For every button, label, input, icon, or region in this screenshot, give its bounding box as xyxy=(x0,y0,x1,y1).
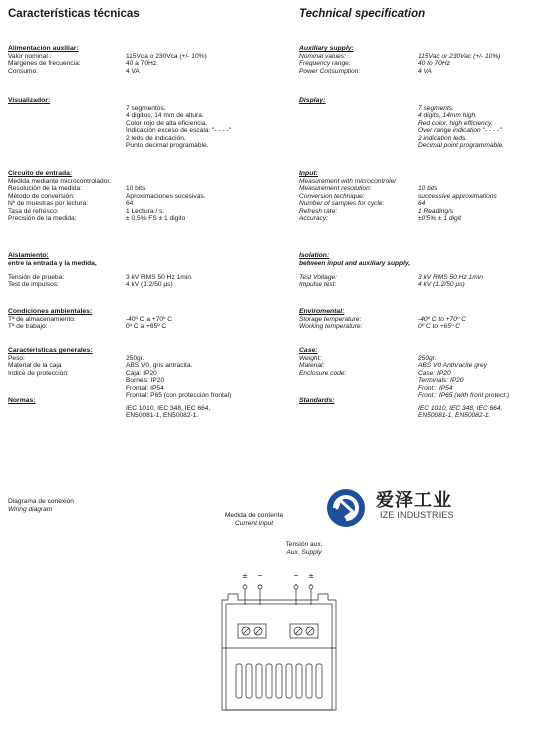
spec-value: Frontal: P65 (con protección frontal) xyxy=(126,392,232,399)
spec-label: Nº de muestras por lectura: xyxy=(8,200,89,208)
section-heading: Normas: xyxy=(8,397,36,404)
spec-value: Punto decimal programable. xyxy=(126,142,209,149)
spec-label: Measurement resolution: xyxy=(299,185,372,193)
diagram-title-en: Wiring diagram xyxy=(8,506,53,513)
spec-label: Enclosure code: xyxy=(299,369,347,377)
spec-value: Bornes: IP20 xyxy=(126,377,165,385)
section-heading: Aislamiento: xyxy=(8,252,49,259)
spec-label: Material de la caja xyxy=(8,362,62,370)
spec-value: Over range indication "- - - -" xyxy=(418,127,502,135)
ize-logo xyxy=(320,484,480,534)
spec-value: IEC 1010, IEC 348, IEC 664, xyxy=(418,405,503,412)
spec-label: Working temperature: xyxy=(299,323,363,331)
spec-value: 10 bits xyxy=(418,185,438,193)
aux-supply-label-es: Tensión aux. xyxy=(285,541,323,548)
section-heading: Case: xyxy=(299,347,318,354)
spec-value: 4 digitos, 14 mm de altura. xyxy=(126,112,204,120)
spec-value: 4 kV (1.2/50 µs) xyxy=(418,281,465,289)
spec-value: ABS V0 Anthracite grey xyxy=(418,362,488,370)
spec-label: Tasa de refresco: xyxy=(8,207,59,215)
spec-value: Case: IP20 xyxy=(418,369,451,377)
spec-value: 0º C a +65º C xyxy=(126,323,167,331)
logo-chinese-text: 爱泽工业 xyxy=(376,490,452,510)
current-input-label-es: Medida de corriente xyxy=(224,512,284,519)
spec-label: Medida mediante microcontrolador. xyxy=(8,178,111,185)
spec-value: Color rojo de alta eficiencia. xyxy=(126,119,208,127)
section-heading: Auxiliary supply: xyxy=(299,45,354,52)
spec-label: Power Consumption: xyxy=(299,67,361,75)
svg-text:±: ± xyxy=(308,572,314,580)
spec-value: 4 VA xyxy=(126,67,140,75)
spec-label: Conversion technique: xyxy=(299,192,365,200)
spec-value: EN50081-1, EN50082-1. xyxy=(126,412,199,420)
spec-label: Material: xyxy=(299,362,325,370)
spec-value: 1 Lectura / s. xyxy=(126,207,165,215)
section-subheading: between input and auxiliary supply, xyxy=(299,260,411,267)
logo-mark-icon xyxy=(326,488,366,528)
section-heading: Input: xyxy=(299,170,318,177)
spec-value: 115Vca o 230Vca (+/- 10%) xyxy=(126,53,207,60)
svg-text:~: ~ xyxy=(257,572,263,580)
spec-label: Peso: xyxy=(8,355,25,362)
spec-value: Frontal: IP54 xyxy=(126,384,164,392)
section-heading: Enviromental: xyxy=(299,308,345,315)
section-subheading: entre la entrada y la medida, xyxy=(8,260,97,267)
spec-value: Decimal point programmable. xyxy=(418,142,505,149)
svg-text:±: ± xyxy=(242,572,248,580)
spec-value: Indicación exceso de escala: "- - - -" xyxy=(126,127,232,135)
spec-label: Método de conversión: xyxy=(8,192,75,200)
spec-value: 10 bits xyxy=(126,185,146,193)
spec-value: ±0'5% ± 1 digit xyxy=(418,215,461,222)
spec-value: -40º C a +70º C xyxy=(126,316,173,323)
spec-value: 7 segments. xyxy=(418,105,454,112)
spec-label: Nominal values: xyxy=(299,53,346,60)
section-heading: Standards: xyxy=(299,397,335,404)
spec-value: Front:: IP54 xyxy=(418,384,453,392)
spec-label: Refresh rate: xyxy=(299,207,338,215)
aux-supply-label-en: Aux. Supply xyxy=(286,549,322,556)
spec-value: 2 leds de indicación. xyxy=(126,134,186,142)
spec-label: Accuracy: xyxy=(299,215,328,222)
section-heading: Circuito de entrada: xyxy=(8,170,73,177)
spanish-title: Características técnicas xyxy=(8,8,140,20)
spec-value: EN50081-1, EN50082-1. xyxy=(418,412,491,420)
spec-label: Impulse test: xyxy=(299,281,337,289)
spec-label: Number of samples for cycle: xyxy=(299,200,385,208)
section-heading: Visualizador: xyxy=(8,97,51,104)
wiring-diagram xyxy=(210,560,350,715)
spec-label: Tª de almacenamiento: xyxy=(8,316,76,323)
section-heading: Condiciones ambientales: xyxy=(8,308,93,315)
spec-value: 115Vac or 230Vac (+/- 10%) xyxy=(418,53,501,60)
spec-label: Margenes de frecuencia: xyxy=(8,60,81,68)
spec-value: ABS V0, gris antracita. xyxy=(126,362,193,370)
spec-value: 250gr. xyxy=(418,355,437,362)
spec-label: Indice de protección: xyxy=(8,369,69,377)
spec-value: Front:: IP65 (with front protect.) xyxy=(418,392,510,399)
spec-value: 40 to 70Hz xyxy=(418,60,450,68)
section-heading: Display: xyxy=(299,97,326,104)
section-heading: Caracteristicas generales: xyxy=(8,347,93,354)
spec-value: 3 kV RMS 50 Hz 1min. xyxy=(126,274,193,281)
spec-label: Measurement with microcontroler xyxy=(299,178,397,185)
spec-value: -40º C to +70º C xyxy=(418,316,466,323)
logo-english-text: IZE INDUSTRIES xyxy=(380,510,454,520)
spec-value: Aproximaciones sucesivas. xyxy=(126,192,206,200)
diagram-title-es: Diagrama de conexión xyxy=(8,498,74,505)
spec-label: Test de impulsos: xyxy=(8,281,59,289)
spec-value: 4 VA xyxy=(418,67,432,75)
section-heading: Isolation: xyxy=(299,252,330,259)
current-input-label-en: Current input xyxy=(234,520,274,527)
spec-value: Caja: IP20 xyxy=(126,369,157,377)
spec-value: ± 0,5% FS ± 1 digito xyxy=(126,215,186,222)
spec-value: 0º C to +65º C xyxy=(418,323,461,331)
spec-label: Consumo: xyxy=(8,67,39,75)
spec-label: Storage temperature: xyxy=(299,316,362,323)
spec-value: Terminals: IP20 xyxy=(418,377,464,385)
english-title: Technical specification xyxy=(299,8,426,20)
spec-label: Tª de trabajo: xyxy=(8,323,48,331)
section-heading: Alimentación auxiliar: xyxy=(8,45,79,52)
spec-label: Frequency range: xyxy=(299,60,351,68)
spec-value: 64 xyxy=(126,200,134,208)
spec-value: 3 kV RMS 50 Hz 1min xyxy=(418,274,483,281)
svg-text:~: ~ xyxy=(293,572,299,580)
spec-label: Weight: xyxy=(299,355,322,362)
spec-value: 64 xyxy=(418,200,426,208)
spec-value: 4 digits, 14mm high. xyxy=(418,112,478,120)
spec-value: IEC 1010, IEC 348, IEC 664, xyxy=(126,405,211,412)
spec-value: 4 kV (1.2/50 µs) xyxy=(126,281,173,289)
spec-label: Tensión de prueba: xyxy=(8,274,65,281)
spec-value: 250gr. xyxy=(126,355,145,362)
spec-value: 7 segmentos. xyxy=(126,105,166,112)
spec-label: Test Voltage: xyxy=(299,274,338,281)
spec-label: Valor nominal : xyxy=(8,53,52,60)
spec-value: 40 a 70Hz. xyxy=(126,60,158,68)
spec-value: Red color, high efficiency. xyxy=(418,119,493,127)
spec-label: Resolución de la medida: xyxy=(8,185,83,193)
spec-label: Precisión de la medida: xyxy=(8,215,77,222)
spec-value: successive approximations xyxy=(418,192,497,200)
spec-value: 2 indication leds. xyxy=(418,134,468,142)
spec-value: 1 Reading/s xyxy=(418,207,454,215)
